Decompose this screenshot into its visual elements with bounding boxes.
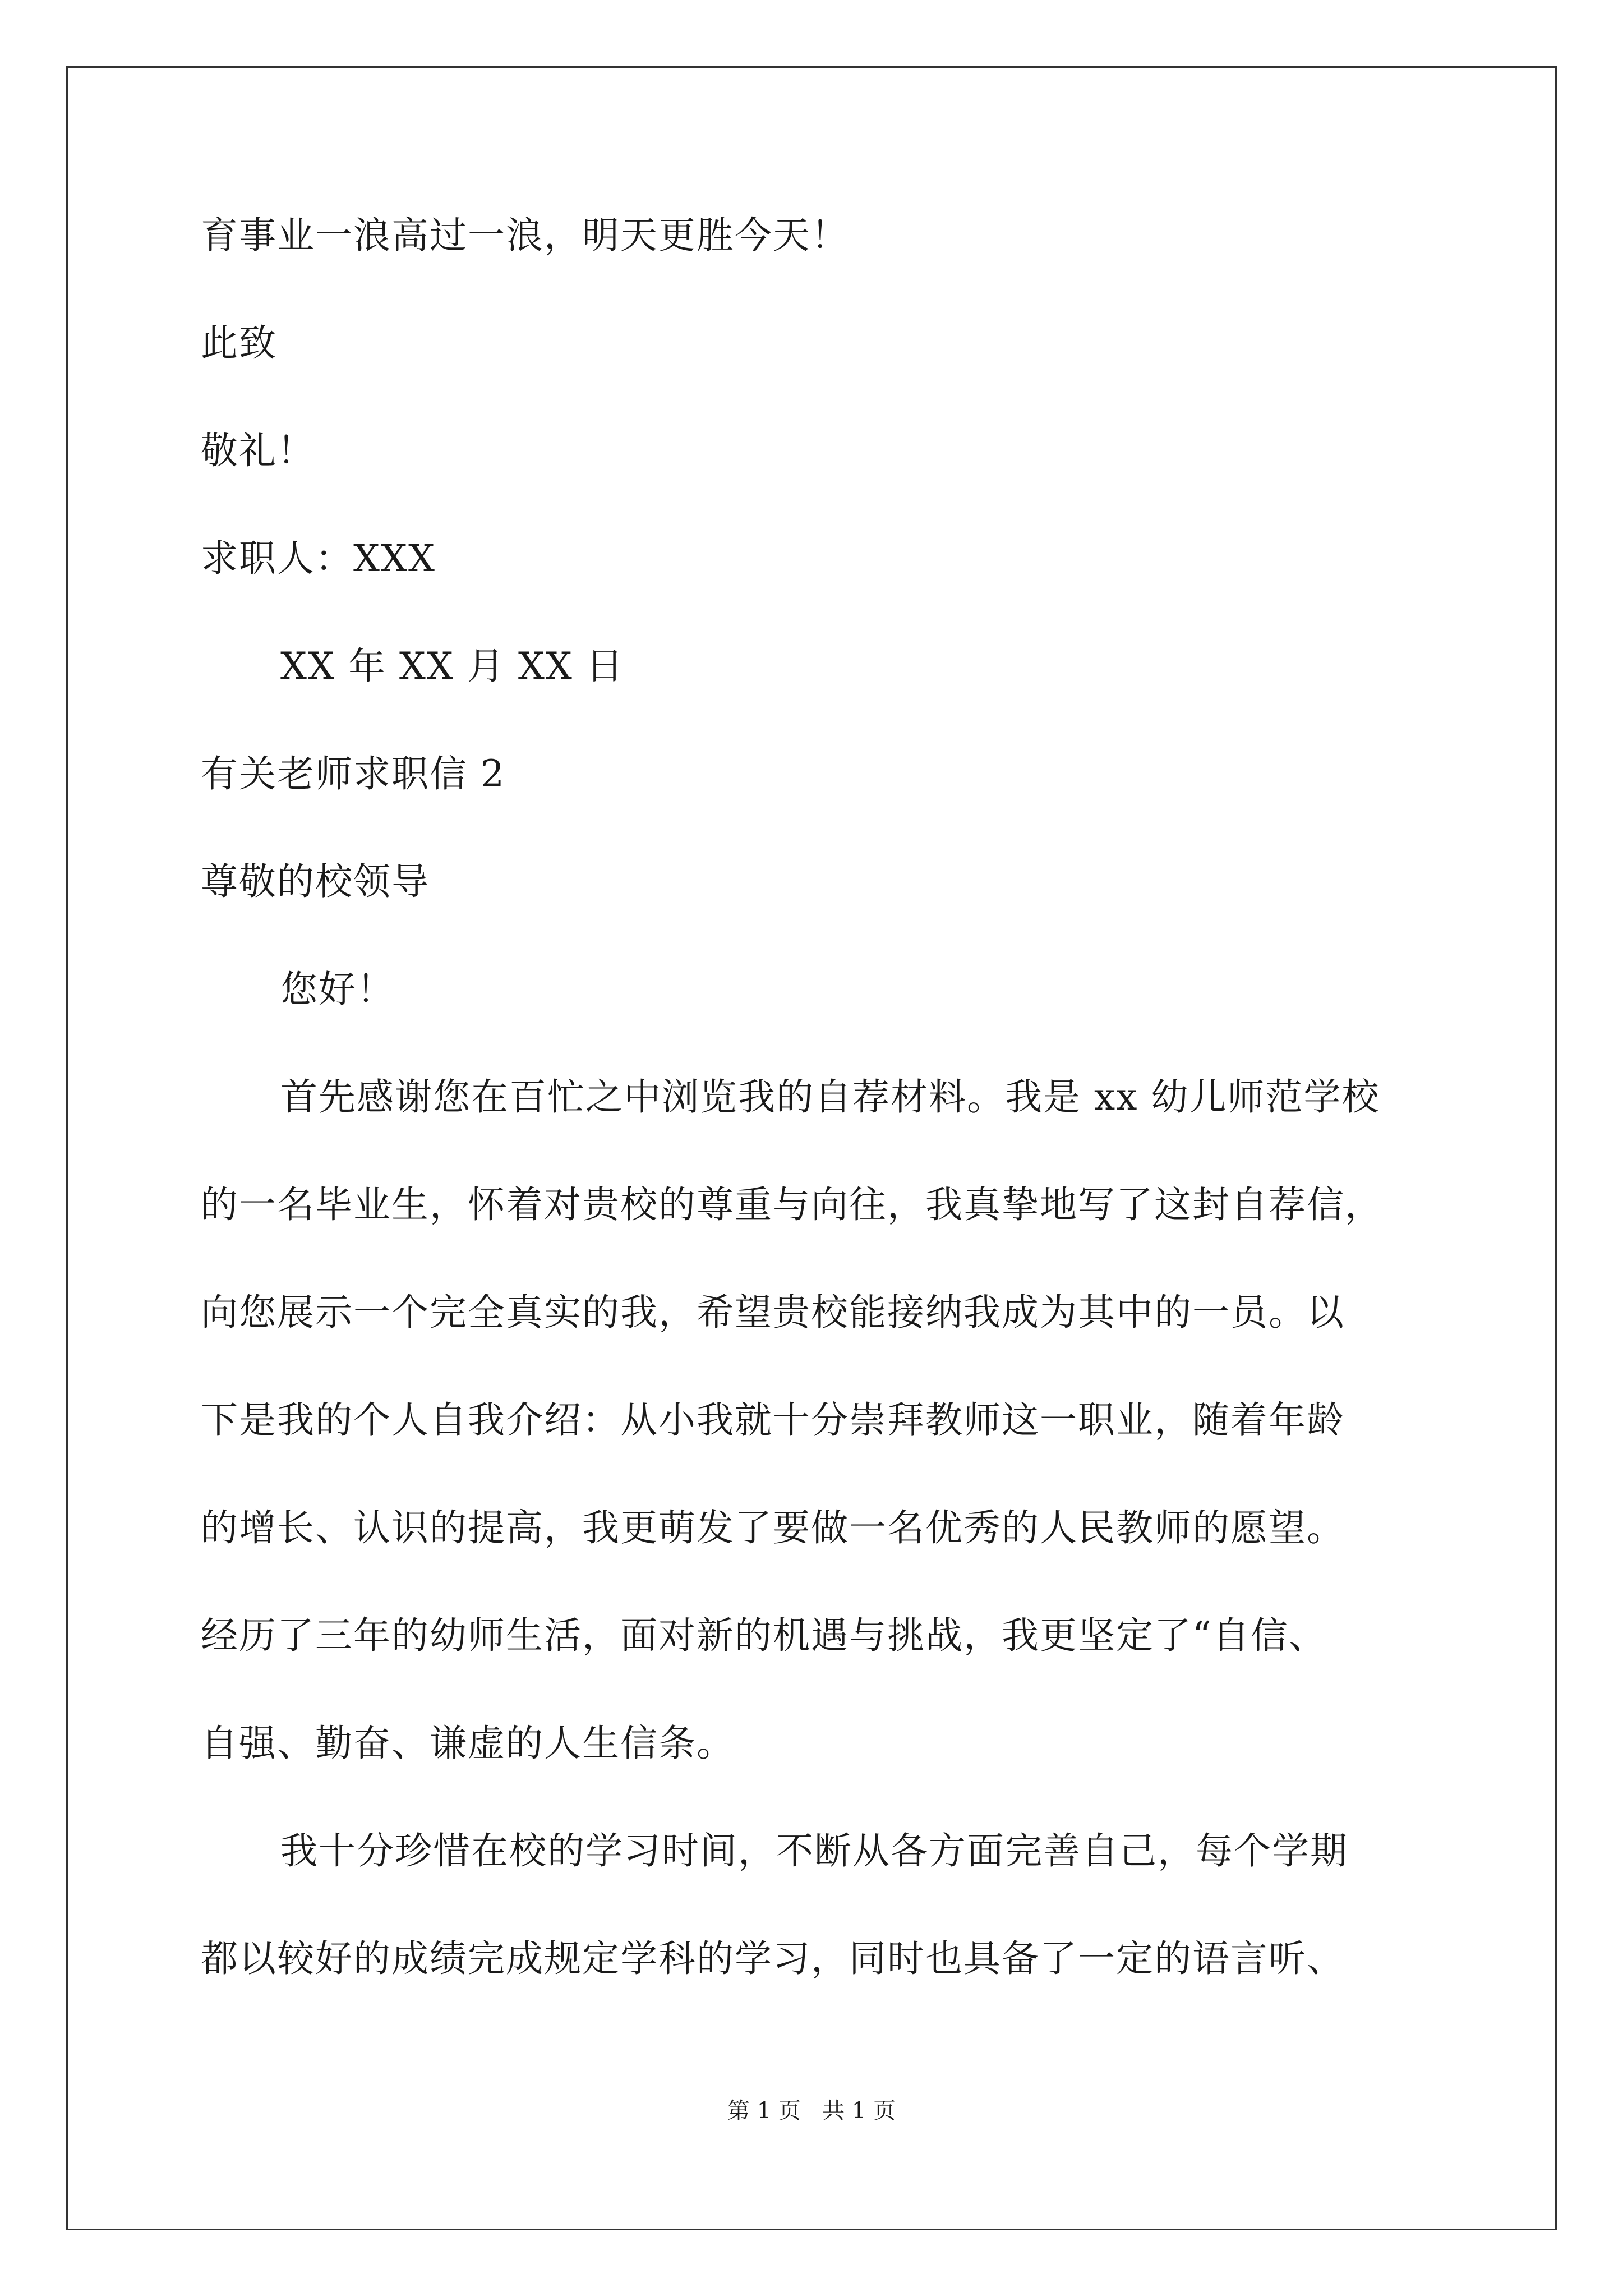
section-title: 有关老师求职信 2 bbox=[201, 752, 505, 795]
page-border bbox=[66, 66, 1557, 2230]
paragraph-line: 的一名毕业生，怀着对贵校的尊重与向往，我真挚地写了这封自荐信， bbox=[201, 1183, 1383, 1226]
text-line: 育事业一浪高过一浪，明天更胜今天！ bbox=[201, 214, 849, 257]
page-footer: 第 1 页 共 1 页 bbox=[727, 2098, 896, 2124]
paragraph-line: 首先感谢您在百忙之中浏览我的自荐材料。我是 xx 幼儿师范学校 bbox=[280, 1075, 1380, 1119]
greeting-line: 您好！ bbox=[280, 968, 395, 1011]
salutation-line: 敬礼！ bbox=[201, 429, 315, 472]
date-line: XX 年 XX 月 XX 日 bbox=[280, 645, 624, 688]
paragraph-line: 的增长、认识的提高，我更萌发了要做一名优秀的人民教师的愿望。 bbox=[201, 1506, 1345, 1549]
paragraph-line: 向您展示一个完全真实的我，希望贵校能接纳我成为其中的一员。以 bbox=[201, 1291, 1345, 1334]
paragraph-line: 我十分珍惜在校的学习时间，不断从各方面完善自己，每个学期 bbox=[280, 1829, 1348, 1872]
applicant-line: 求职人：XXX bbox=[201, 537, 436, 580]
paragraph-line: 经历了三年的幼师生活，面对新的机遇与挑战，我更坚定了“自信、 bbox=[201, 1614, 1327, 1657]
paragraph-line: 自强、勤奋、谦虚的人生信条。 bbox=[201, 1722, 735, 1765]
closing-line: 此致 bbox=[201, 321, 277, 365]
greeting-recipient: 尊敬的校领导 bbox=[201, 860, 430, 903]
paragraph-line: 下是我的个人自我介绍：从小我就十分崇拜教师这一职业，随着年龄 bbox=[201, 1398, 1345, 1442]
paragraph-line: 都以较好的成绩完成规定学科的学习，同时也具备了一定的语言听、 bbox=[201, 1937, 1345, 1980]
